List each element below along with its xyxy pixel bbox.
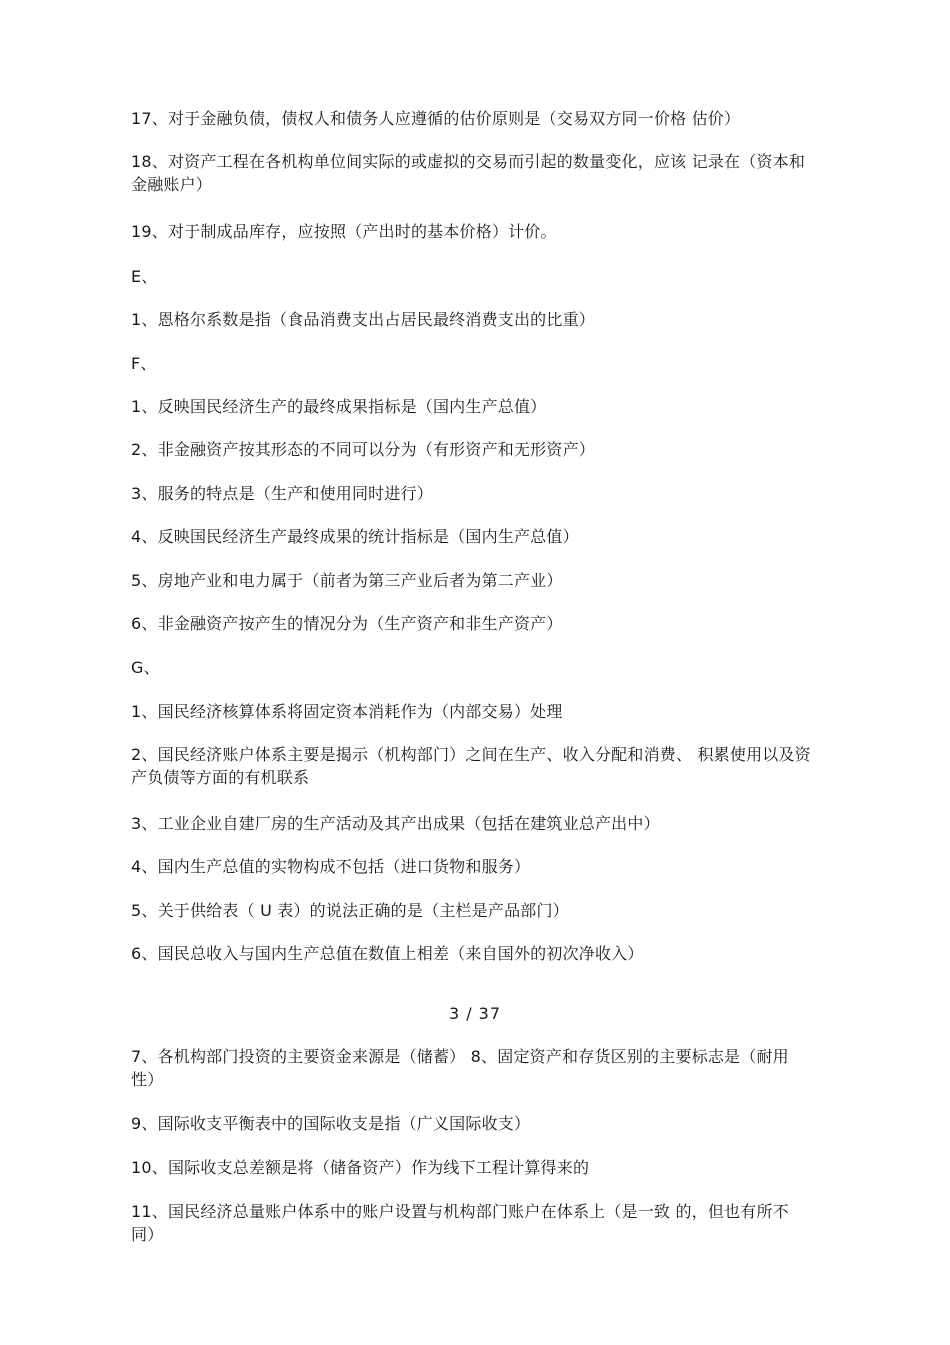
page-number: 3 / 37: [448, 1004, 502, 1023]
question-g10: 10、国际收支总差额是将（储备资产）作为线下工程计算得来的: [131, 1158, 590, 1177]
question-g7-g8: 7、各机构部门投资的主要资金来源是（储蓄） 8、固定资产和存货区别的主要标志是（耐用性）: [131, 1047, 789, 1089]
question-g4: 4、国内生产总值的实物构成不包括（进口货物和服务）: [131, 857, 531, 876]
question-d17: 17、对于金融负债，债权人和债务人应遵循的估价原则是（交易双方同一价格 估价）: [131, 109, 741, 128]
question-f3: 3、服务的特点是（生产和使用同时进行）: [131, 484, 433, 503]
question-e1: 1、恩格尔系数是指（食品消费支出占居民最终消费支出的比重）: [131, 310, 595, 329]
question-g11: 11、国民经济总量账户体系中的账户设置与机构部门账户在体系上（是一致 的，但也有所不同）: [131, 1202, 789, 1244]
section-heading-g: G、: [131, 658, 160, 677]
question-d19: 19、对于制成品库存，应按照（产出时的基本价格）计价。: [131, 222, 557, 241]
question-g5: 5、关于供给表（ U 表）的说法正确的是（主栏是产品部门）: [131, 901, 569, 920]
question-f1: 1、反映国民经济生产的最终成果指标是（国内生产总值）: [131, 397, 547, 416]
question-g2: 2、国民经济账户体系主要是揭示（机构部门）之间在生产、收入分配和消费、 积累使用以及资产负债等方面的有机联系: [131, 745, 811, 787]
question-g9: 9、国际收支平衡表中的国际收支是指（广义国际收支）: [131, 1114, 531, 1133]
section-heading-e: E、: [131, 267, 158, 286]
question-g3: 3、工业企业自建厂房的生产活动及其产出成果（包括在建筑业总产出中）: [131, 814, 660, 833]
section-heading-f: F、: [131, 354, 157, 373]
question-g1: 1、国民经济核算体系将固定资本消耗作为（内部交易）处理: [131, 702, 563, 721]
question-f5: 5、房地产业和电力属于（前者为第三产业后者为第二产业）: [131, 571, 563, 590]
question-d18: 18、对资产工程在各机构单位间实际的或虚拟的交易而引起的数量变化，应该 记录在（资本和金融账户）: [131, 152, 806, 194]
question-g6: 6、国民总收入与国内生产总值在数值上相差（来自国外的初次净收入）: [131, 944, 644, 963]
question-f6: 6、非金融资产按产生的情况分为（生产资产和非生产资产）: [131, 614, 563, 633]
question-f4: 4、反映国民经济生产最终成果的统计指标是（国内生产总值）: [131, 527, 579, 546]
question-f2: 2、非金融资产按其形态的不同可以分为（有形资产和无形资产）: [131, 440, 595, 459]
